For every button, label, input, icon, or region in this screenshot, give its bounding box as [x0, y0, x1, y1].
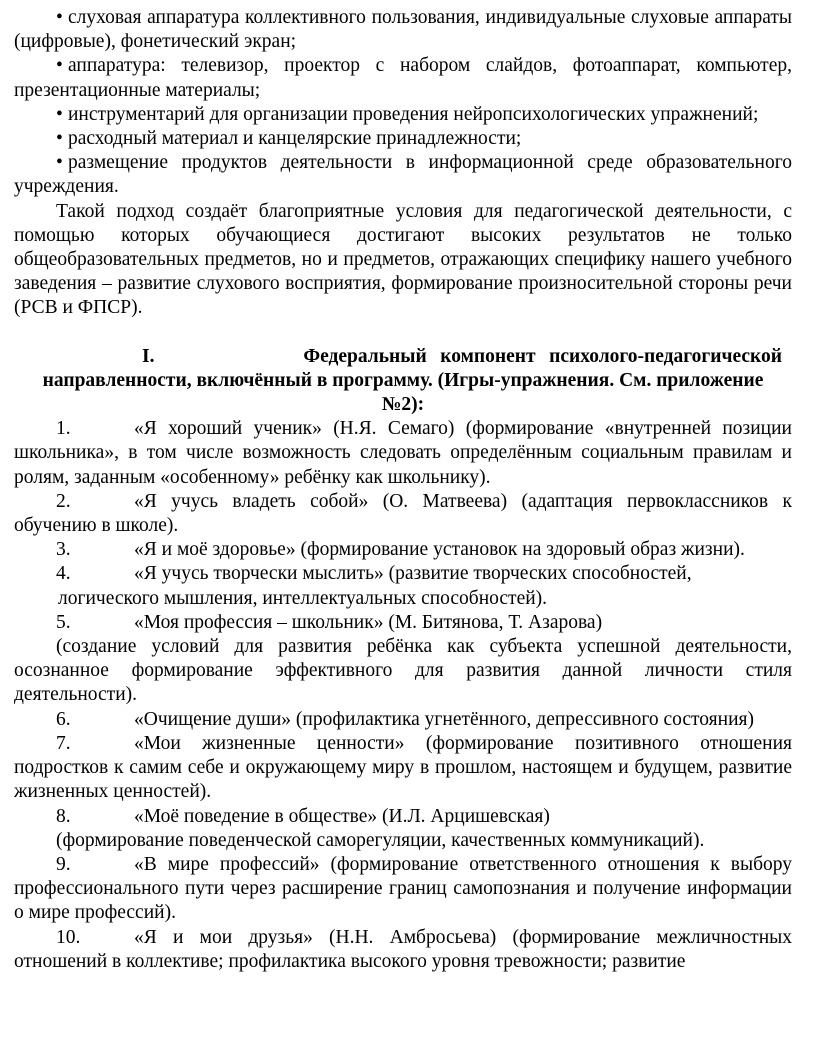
item-number: 10. — [56, 926, 81, 948]
list-item: 1. «Я хороший ученик» (Н.Я. Семаго) (формирование «внутренней позиции школьника», в том числе возможность следовать определённым социальным правилам и ролям, заданным «особенному» ребёнку как школьнику). — [14, 418, 792, 488]
item-number: 9. — [56, 853, 71, 875]
list-item: 5. «Моя профессия – школьник» (М. Битянова, Т. Азарова) — [14, 611, 792, 635]
item-number: 7. — [56, 732, 71, 754]
body-paragraph: Такой подход создаёт благоприятные условия для педагогической деятельности, с помощью которых обучающиеся достигают высоких результатов не только общеобразовательных предметов, но и предметов, отражающих специфику нашего учебного заведения – развитие слухового восприятия, формирование произносительной стороны речи (РСВ и ФПСР). — [14, 200, 792, 319]
bullet-item: • аппаратура: телевизор, проектор с набором слайдов, фотоаппарат, компьютер, презентационные материалы; — [14, 55, 792, 101]
item-number: 5. — [56, 611, 71, 633]
list-item: 7. «Мои жизненные ценности» (формирование позитивного отношения подростков к самим себе и окружающему миру в прошлом, настоящем и будущем, развитие жизненных ценностей). — [14, 732, 792, 803]
list-item-continuation: логического мышления, интеллектуальных способностей). — [58, 587, 548, 609]
list-item: 3. «Я и моё здоровье» (формирование установок на здоровый образ жизни). — [14, 538, 792, 562]
heading-line-2: направленности, включённый в программу. (Игры-упражнения. См. приложение №2): — [42, 369, 764, 416]
item-number: 2. — [56, 490, 71, 512]
bullet-item: • размещение продуктов деятельности в информационной среде образовательного учреждения. — [14, 152, 792, 198]
list-item-continuation: (формирование поведенческой саморегуляции, качественных коммуникаций). — [56, 829, 705, 851]
item-number: 6. — [56, 708, 71, 730]
bullet-icon: • — [56, 128, 63, 150]
bullet-icon: • — [56, 7, 63, 28]
list-item: 10. «Я и мои друзья» (Н.Н. Амбросьева) (формирование межличностных отношений в коллективе; профилактика высокого уровня тревожности; развитие — [14, 926, 792, 972]
item-number: 3. — [56, 539, 71, 561]
list-item: 9. «В мире профессий» (формирование ответственного отношения к выбору профессионального пути через расширение границ самопознания и получение информации о мире профессий). — [14, 853, 792, 924]
list-item: 2. «Я учусь владеть собой» (О. Матвеева) (адаптация первоклассников к обучению в школе). — [14, 490, 792, 537]
section-heading — [14, 345, 792, 418]
heading-numeral: I. — [142, 345, 155, 367]
bullet-item: • инструментарий для организации проведения нейропсихологических упражнений; — [14, 103, 792, 127]
bullet-item: • слуховая аппаратура коллективного пользования, индивидуальные слуховые аппараты (цифровые), фонетический экран; — [14, 7, 792, 53]
list-item: 4. «Я учусь творчески мыслить» (развитие творческих способностей, — [14, 562, 792, 586]
heading-line-1: Федеральный компонент психолого-педагогической — [303, 345, 782, 367]
bullet-icon: • — [56, 103, 63, 125]
bullet-icon: • — [56, 152, 63, 174]
list-item: 8. «Моё поведение в обществе» (И.Л. Арцишевская) — [14, 805, 792, 829]
list-item-continuation: (создание условий для развития ребёнка как субъекта успешной деятельности, осознанное формирование эффективного для развития данной личности стиля деятельности). — [14, 636, 792, 706]
bullet-item: • расходный материал и канцелярские принадлежности; — [14, 127, 792, 151]
item-number: 4. — [56, 563, 71, 585]
bullet-icon: • — [56, 55, 63, 77]
item-number: 1. — [56, 418, 71, 440]
spacer — [14, 321, 792, 345]
list-item: 6. «Очищение души» (профилактика угнетённого, депрессивного состояния) — [14, 708, 792, 732]
item-number: 8. — [56, 805, 71, 827]
